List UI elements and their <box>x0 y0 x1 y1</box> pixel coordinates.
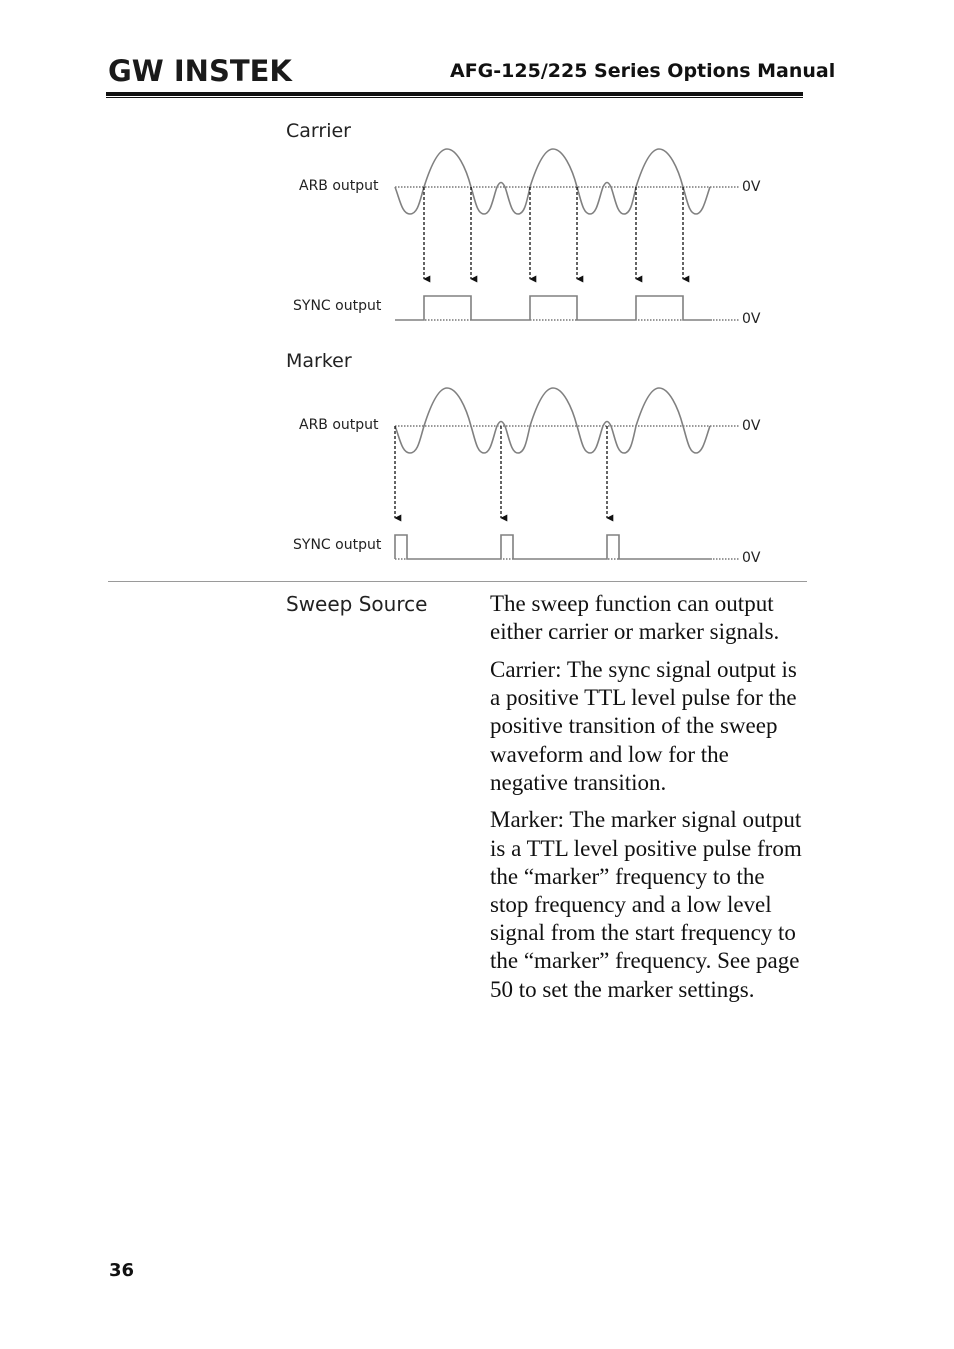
sweep-source-paragraph-marker: Marker: The marker signal output is a TTL level positive pulse from the “marker” frequency to the stop frequency and a low level signal from the start frequency to the “marker” frequency. See page 50 to set the marker settings. <box>490 807 802 1002</box>
carrier-arb-zero-label: 0V <box>742 179 761 195</box>
marker-sync-label: SYNC output <box>293 537 382 553</box>
carrier-arb-waveform <box>395 149 710 214</box>
marker-arb-zero-label: 0V <box>742 418 761 434</box>
carrier-sync-label: SYNC output <box>293 298 382 314</box>
sweep-source-paragraph-1: The sweep function can output either carrier or marker signals. <box>490 591 780 645</box>
marker-arb-label: ARB output <box>299 417 379 433</box>
marker-sync-zero-label: 0V <box>742 550 761 566</box>
table-divider <box>108 581 807 582</box>
marker-arb-waveform <box>395 388 710 453</box>
manual-title: AFG-125/225 Series Options Manual <box>450 60 836 82</box>
carrier-heading: Carrier <box>286 120 351 142</box>
sync-output-diagram <box>0 0 954 600</box>
sweep-source-label: Sweep Source <box>286 592 428 616</box>
marker-heading: Marker <box>286 350 352 372</box>
sweep-source-description <box>490 590 805 1013</box>
carrier-sync-zero-label: 0V <box>742 311 761 327</box>
carrier-sync-waveform <box>395 296 712 320</box>
carrier-arb-label: ARB output <box>299 178 379 194</box>
marker-sync-waveform <box>395 535 712 559</box>
gw-instek-logo: GW INSTEK <box>108 54 292 88</box>
page-number: 36 <box>109 1260 135 1281</box>
sweep-source-paragraph-carrier: Carrier: The sync signal output is a positive TTL level pulse for the positive transition of the sweep waveform and low for the negative transition. <box>490 656 797 795</box>
